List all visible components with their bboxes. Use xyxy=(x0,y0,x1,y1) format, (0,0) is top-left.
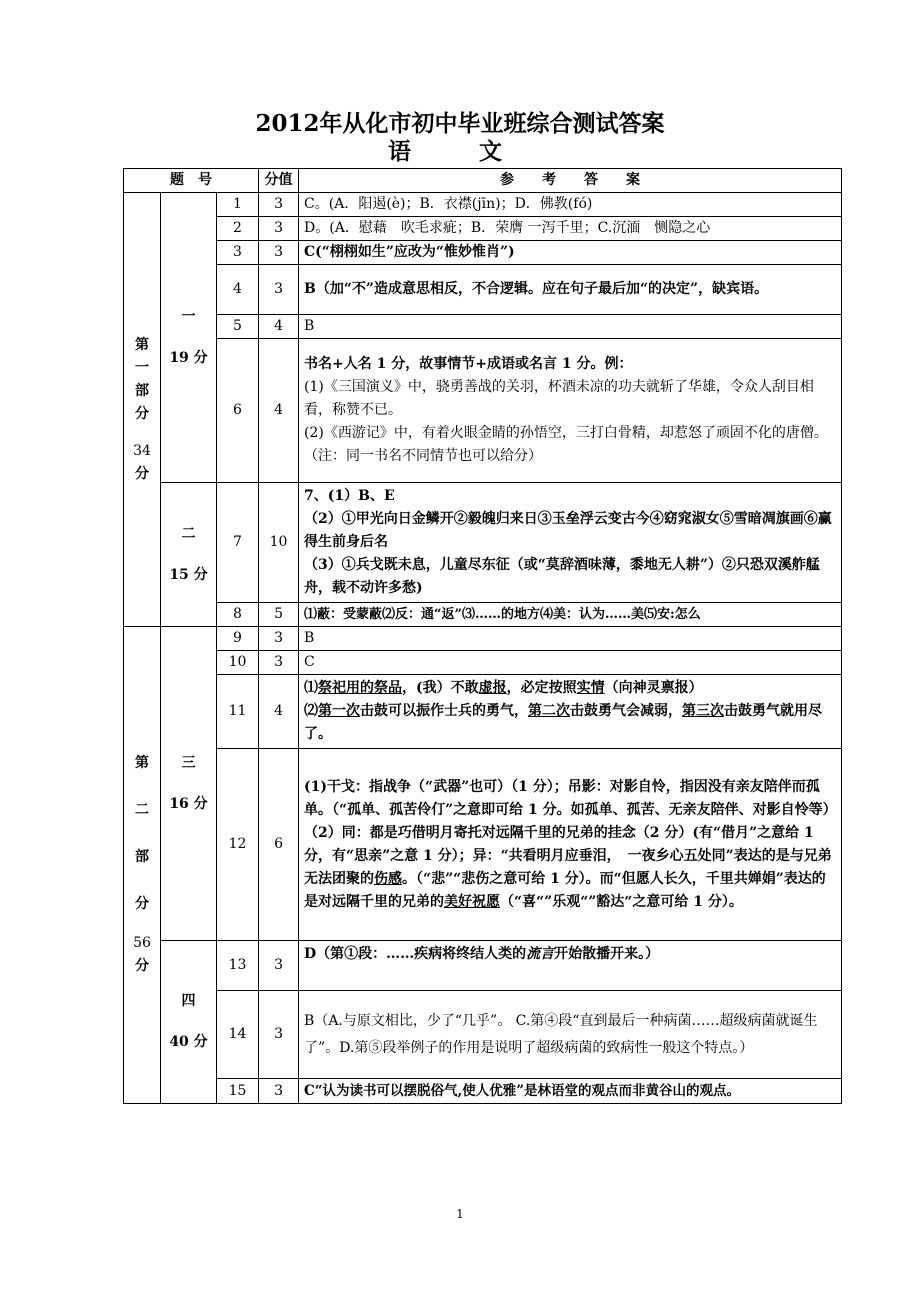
part-two xyxy=(124,627,161,1104)
part-one-char: 第 xyxy=(135,336,149,353)
question-number: 13 xyxy=(217,941,259,991)
table-row xyxy=(124,1079,842,1104)
question-number: 10 xyxy=(217,651,259,675)
answer-q13-text: 开始散播开来。） xyxy=(554,946,660,962)
table-row xyxy=(124,339,842,483)
answer-q6-line: （注：同一书名不同情节也可以给分） xyxy=(304,448,543,464)
answer-q11-underline: 实情 xyxy=(576,680,605,696)
table-row xyxy=(124,265,842,315)
part-two-char: 二 xyxy=(135,802,149,818)
answer-q11-underline: 祭祀用的祭品 xyxy=(318,680,403,696)
answer-q11-underline: 虚报 xyxy=(478,680,507,696)
question-score: 5 xyxy=(259,603,299,627)
section-three-points: 16 分 xyxy=(169,795,208,812)
section-four-points: 40 分 xyxy=(169,1034,208,1050)
answer-q2: D。(A．慰藉 吹毛求疵；B．荣膺 一泻千里；C.沉湎 恻隐之心 xyxy=(299,217,842,241)
answer-q7-line: 7、(1）B、E xyxy=(304,488,395,504)
question-score: 3 xyxy=(259,241,299,265)
table-row xyxy=(124,315,842,339)
answer-q11-num: ⑵ xyxy=(304,703,319,719)
question-score: 4 xyxy=(259,315,299,339)
question-number: 7 xyxy=(217,483,259,603)
table-row xyxy=(124,603,842,627)
part-two-points: 56 xyxy=(133,935,151,951)
question-score: 3 xyxy=(259,651,299,675)
question-number: 14 xyxy=(217,991,259,1079)
answer-q12 xyxy=(299,749,842,941)
question-score: 3 xyxy=(259,941,299,991)
section-two xyxy=(161,483,217,627)
page-number: 1 xyxy=(456,1207,464,1221)
header-score: 分值 xyxy=(259,169,299,193)
answer-q1: C。(A．阳遏(è)；B．衣襟(jīn)；D．佛教(fó) xyxy=(299,193,842,217)
question-score: 3 xyxy=(259,1079,299,1104)
question-number: 1 xyxy=(217,193,259,217)
table-row xyxy=(124,483,842,603)
answer-q10: C xyxy=(299,651,842,675)
table-row xyxy=(124,627,842,651)
section-one xyxy=(161,193,217,483)
table-row xyxy=(124,749,842,941)
table-row xyxy=(124,991,842,1079)
question-score: 3 xyxy=(259,991,299,1079)
table-row xyxy=(124,941,842,991)
answer-q8: ⑴蔽：受蒙蔽⑵反：通“返”⑶……的地方⑷美：认为……美⑸安:怎么 xyxy=(299,603,842,627)
answer-q12-underline: 伤感 xyxy=(374,870,403,887)
answer-q15: C“认为读书可以摆脱俗气,使人优雅”是林语堂的观点而非黄谷山的观点。 xyxy=(299,1079,842,1104)
question-score: 4 xyxy=(259,675,299,749)
part-one-char: 分 xyxy=(135,405,149,422)
answer-q12-text: 。（“悲”“悲伤之意可给 1 分）。而“但愿人长久，千里共婵娟”表达的是对远隔千里的兄弟的 xyxy=(304,870,826,910)
answer-q6-line: (1)《三国演义》中，骁勇善战的关羽，杯酒未凉的功夫就斩了华雄，令众人刮目相看，称赞不已。 xyxy=(304,379,814,418)
answer-q11-underline: 第二次 xyxy=(528,703,571,719)
section-two-name: 二 xyxy=(181,525,196,542)
section-three-name: 三 xyxy=(181,754,196,771)
question-score: 3 xyxy=(259,265,299,315)
answer-q4: B（加“不”造成意思相反，不合逻辑。应在句子最后加“的决定”，缺宾语。 xyxy=(299,265,842,315)
question-number: 6 xyxy=(217,339,259,483)
header-number: 题 号 xyxy=(124,169,259,193)
answer-q13-italic: 流言 xyxy=(526,946,555,962)
answer-q11 xyxy=(299,675,842,749)
table-row xyxy=(124,217,842,241)
part-two-char: 第 xyxy=(135,755,149,771)
document-subject: 语 文 xyxy=(387,138,532,165)
answer-q11-line xyxy=(304,677,836,700)
part-one-unit: 分 xyxy=(135,465,149,482)
question-score: 10 xyxy=(259,483,299,603)
question-number: 8 xyxy=(217,603,259,627)
answer-q6-line: 书名+人名 1 分，故事情节+成语或名言 1 分。例： xyxy=(304,356,633,372)
answer-q13-text: D（第①段：……疾病将终结人类的 xyxy=(304,946,527,962)
table-row xyxy=(124,193,842,217)
question-number: 12 xyxy=(217,749,259,941)
answer-q7-line: （2）①甲光向日金鳞开②毅魄归来日③玉垒浮云变古今④窈窕淑女⑤雪暗凋旗画⑥赢得生前身后名 xyxy=(304,511,832,550)
question-score: 3 xyxy=(259,193,299,217)
table-row xyxy=(124,241,842,265)
part-two-char: 分 xyxy=(135,896,149,912)
question-number: 4 xyxy=(217,265,259,315)
answer-q5: B xyxy=(299,315,842,339)
header-answer: 参 考 答 案 xyxy=(299,169,842,193)
section-one-name: 一 xyxy=(181,308,196,325)
question-number: 15 xyxy=(217,1079,259,1104)
document-title: 2012年从化市初中毕业班综合测试答案 xyxy=(255,110,665,137)
answer-q7 xyxy=(299,483,842,603)
section-two-points: 15 分 xyxy=(169,566,208,583)
answer-q11-num: ⑴ xyxy=(304,680,319,696)
part-two-unit: 分 xyxy=(135,958,149,974)
answer-table xyxy=(123,168,842,1104)
section-four-name: 四 xyxy=(181,993,196,1009)
answer-q14: B（A.与原文相比，少了“几乎”。 C.第④段“直到最后一种病菌……超级病菌就诞生了”。D.第⑤段举例子的作用是说明了超级病菌的致病性一般这个特点。） xyxy=(299,991,842,1079)
question-number: 9 xyxy=(217,627,259,651)
answer-q11-text: 击鼓可以振作士兵的勇气， xyxy=(360,703,529,719)
answer-q3: C(“栩栩如生”应改为“惟妙惟肖”) xyxy=(299,241,842,265)
section-one-points: 19 分 xyxy=(169,349,208,366)
question-score: 6 xyxy=(259,749,299,941)
answer-q11-text: （向神灵禀报） xyxy=(604,680,703,696)
answer-q11-text: 击鼓勇气就用尽了。 xyxy=(304,703,823,742)
table-header-row xyxy=(124,169,842,193)
answer-q6-line: (2)《西游记》中，有着火眼金睛的孙悟空，三打白骨精，却惹怒了顽固不化的唐僧。 xyxy=(304,425,828,441)
part-two-char: 部 xyxy=(135,849,149,865)
part-one-char: 部 xyxy=(135,382,149,399)
answer-q11-text: ，(我）不敢 xyxy=(402,680,479,696)
answer-q9: B xyxy=(299,627,842,651)
question-number: 5 xyxy=(217,315,259,339)
answer-q11-underline: 第一次 xyxy=(318,703,361,719)
section-four xyxy=(161,941,217,1104)
table-row xyxy=(124,675,842,749)
question-score: 3 xyxy=(259,217,299,241)
answer-q12-part2 xyxy=(304,822,836,914)
part-one-char: 一 xyxy=(135,359,149,376)
answer-q12-text: （“喜“”乐观“”豁达“之意可给 1 分）。 xyxy=(500,893,743,910)
question-number: 11 xyxy=(217,675,259,749)
answer-q12-part1: (1)干戈：指战争（“武器”也可）（1 分）；吊影：对影自怜，指因没有亲友陪伴而孤单。（“孤单、孤苦伶仃”之意即可给 1 分。如孤单、孤苦、无亲友陪伴、对影自怜等） xyxy=(304,778,837,818)
answer-q6 xyxy=(299,339,842,483)
question-number: 2 xyxy=(217,217,259,241)
answer-q11-underline: 第三次 xyxy=(682,703,725,719)
question-score: 4 xyxy=(259,339,299,483)
answer-q11-text: ，必定按照 xyxy=(506,680,577,696)
answer-q13 xyxy=(299,941,842,991)
part-one xyxy=(124,193,161,627)
answer-q11-text: 击鼓勇气会减弱， xyxy=(570,703,683,719)
answer-q11-line xyxy=(304,700,836,746)
table-row xyxy=(124,651,842,675)
answer-q12-text: （2）同：都是巧借明月寄托对远隔千里的兄弟的挂念（2 分）(有“借月”之意给 1 分，有“思亲”之意 1 分）；异：“共看明月应垂泪， 一夜乡心五处同”表达的是与兄弟无法团聚的 xyxy=(304,824,832,887)
question-score: 3 xyxy=(259,627,299,651)
answer-q12-underline: 美好祝愿 xyxy=(444,893,501,910)
section-three xyxy=(161,627,217,941)
answer-q7-line: （3）①兵戈既未息，儿童尽东征（或“莫辞酒味薄，黍地无人耕”）②只恐双溪舴艋舟，载不动许多愁) xyxy=(304,557,820,596)
question-number: 3 xyxy=(217,241,259,265)
part-one-points: 34 xyxy=(133,442,151,459)
